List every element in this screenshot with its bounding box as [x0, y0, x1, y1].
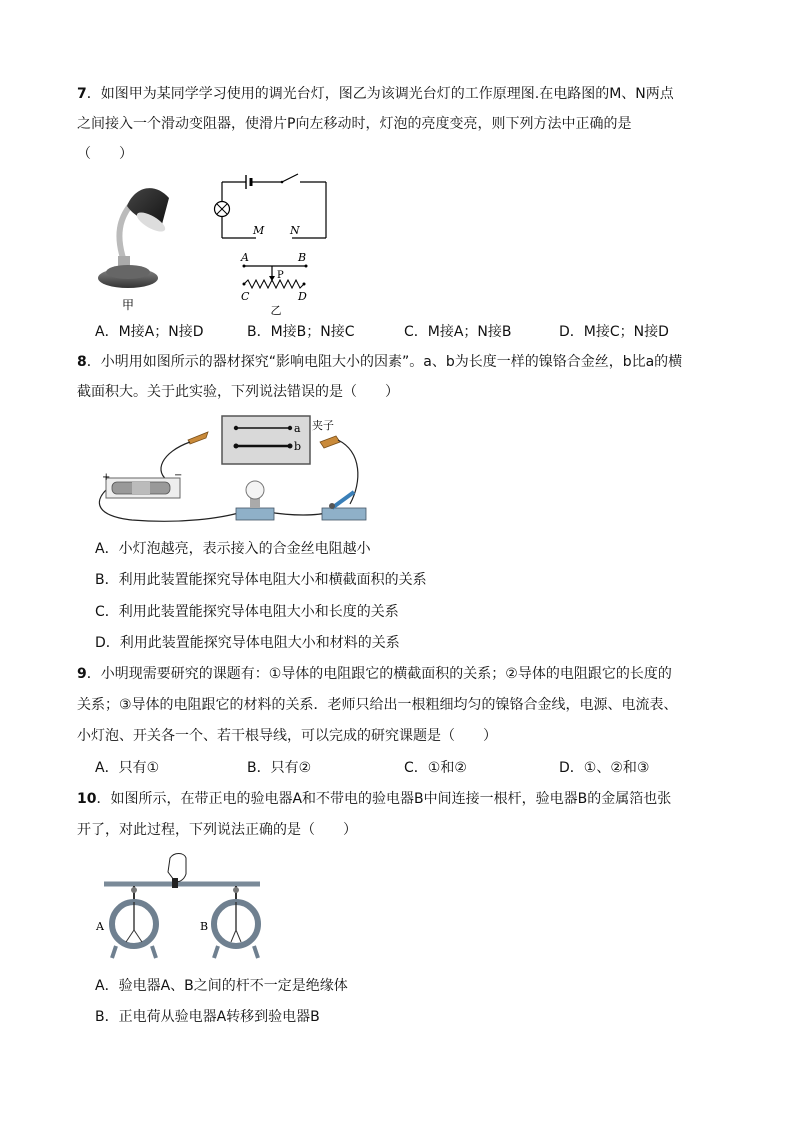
label-M: M: [253, 224, 265, 237]
left-clip: [188, 432, 208, 444]
q10-line2: 开了，对此过程，下列说法正确的是（ ）: [77, 822, 357, 838]
circuit-diagram: [208, 168, 333, 318]
q7-option-b[interactable]: B．M接B；N接C: [247, 324, 355, 340]
fig-jia-label: 甲: [121, 298, 135, 312]
q8-option-c[interactable]: C．利用此装置能探究导体电阻大小和长度的关系: [95, 604, 399, 620]
q9-line3: 小灯泡、开关各一个、若干根导线，可以完成的研究课题是（ ）: [77, 728, 497, 744]
hand-icon: [168, 854, 186, 882]
q9-text1: ．小明现需要研究的课题有：①导体的电阻跟它的横截面积的关系；②导体的电阻跟它的长度的: [86, 666, 672, 682]
q9-option-c[interactable]: C．①和②: [404, 760, 467, 776]
q7-option-c[interactable]: C．M接A；N接B: [404, 324, 512, 340]
fig-yi-label: 乙: [270, 304, 282, 317]
q7-option-d[interactable]: D．M接C；N接D: [559, 324, 669, 340]
q9-option-b[interactable]: B．只有②: [247, 760, 312, 776]
electroscope-b-label: B: [200, 920, 209, 933]
label-D: D: [298, 290, 307, 303]
q8-number: 8: [77, 354, 87, 370]
q7-paren: （ ）: [77, 146, 133, 162]
q8-option-a[interactable]: A．小灯泡越亮，表示接入的合金丝电阻越小: [95, 541, 371, 557]
q8-option-b[interactable]: B．利用此装置能探究导体电阻大小和横截面积的关系: [95, 572, 427, 588]
q10-line1: [77, 789, 671, 809]
label-P: P: [277, 270, 284, 281]
label-B: B: [298, 251, 307, 264]
battery-minus: −: [174, 470, 183, 481]
q7-text1: ．如图甲为某同学学习使用的调光台灯，图乙为该调光台灯的工作原理图.在电路图的M、N两点: [86, 86, 674, 102]
q8-text1: ．小明用如图所示的器材探究“影响电阻大小的因素”。a、b为长度一样的镍铬合金丝，b比a的横: [86, 354, 683, 370]
q9-number: 9: [77, 666, 87, 682]
q7-option-a[interactable]: A．M接A；N接D: [95, 324, 204, 340]
electroscope-figure: [92, 850, 267, 965]
label-N: N: [290, 224, 300, 237]
switch-lever: [332, 492, 354, 508]
clip-label: 夹子: [312, 419, 334, 432]
battery-plus: +: [102, 472, 111, 483]
q10-option-a[interactable]: A．验电器A、B之间的杆不一定是绝缘体: [95, 978, 348, 994]
electroscope-a-label: A: [96, 920, 104, 933]
q10-number: 10: [77, 791, 97, 807]
q8-line1: [77, 352, 682, 372]
q7-line2: 之间接入一个滑动变阻器，使滑片P向左移动时，灯泡的亮度变亮，则下列方法中正确的是: [77, 116, 632, 132]
label-C: C: [241, 290, 250, 303]
bulb-icon: [246, 481, 264, 499]
q7-line1: [77, 84, 674, 104]
q9-option-a[interactable]: A．只有①: [95, 760, 160, 776]
q8-option-d[interactable]: D．利用此装置能探究导体电阻大小和材料的关系: [95, 635, 400, 651]
q9-options: [95, 758, 649, 778]
q10-text1: ．如图所示，在带正电的验电器A和不带电的验电器B中间连接一根杆，验电器B的金属箔也张: [96, 791, 672, 807]
resistance-coil: [244, 280, 304, 288]
desk-lamp-figure: [95, 178, 185, 313]
q7-options: [95, 322, 669, 342]
right-clip: [320, 436, 340, 448]
q9-option-d[interactable]: D．①、②和③: [559, 760, 650, 776]
q8-line2: 截面积大。关于此实验，下列说法错误的是（ ）: [77, 384, 399, 400]
q10-option-b[interactable]: B．正电荷从验电器A转移到验电器B: [95, 1009, 320, 1025]
q7-number: 7: [77, 86, 87, 102]
q9-line1: [77, 664, 672, 684]
experiment-apparatus-figure: [92, 412, 382, 530]
wire-a-label: a: [294, 422, 301, 435]
label-A: A: [241, 251, 249, 264]
q9-line2: 关系；③导体的电阻跟它的材料的关系．老师只给出一根粗细均匀的镍铬合金线，电源、电流表、: [77, 697, 678, 713]
switch-blade: [282, 174, 298, 182]
wire-b-label: b: [294, 440, 302, 453]
